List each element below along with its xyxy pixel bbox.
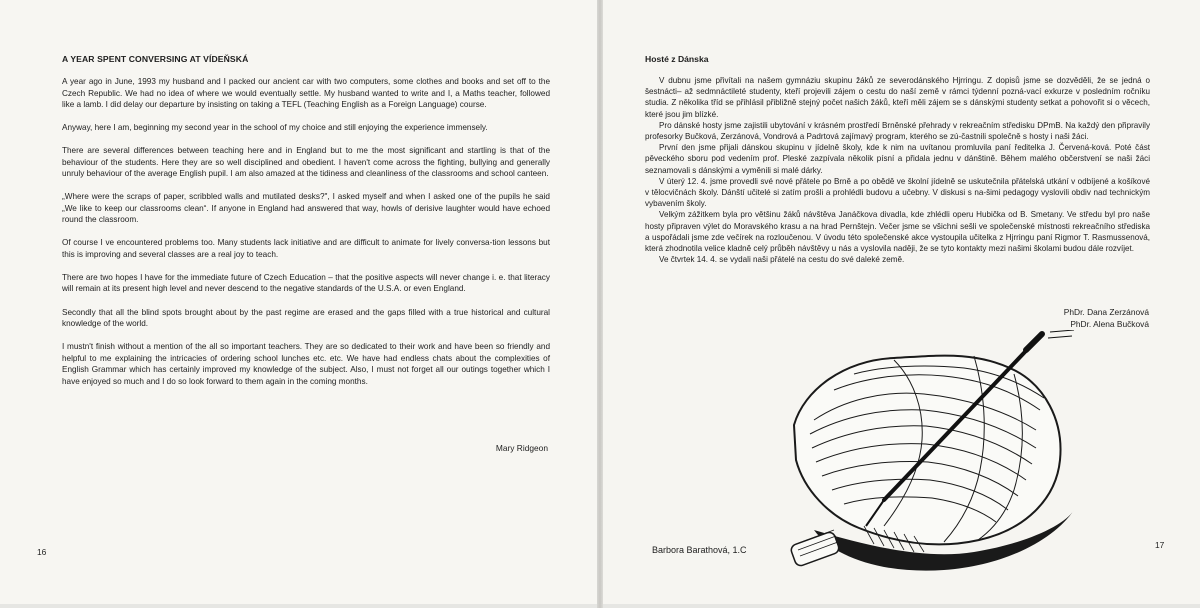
author-signatures xyxy=(999,307,1149,330)
paragraph: Ve čtvrtek 14. 4. se vydali naši přátelé na cestu do své daleké země. xyxy=(659,255,905,265)
paragraph: V dubnu jsme přivítali na našem gymnáziu skupinu žáků ze severodánského Hjrringu. Z dopisů jsme se dozvěděli, že se jedná o šestnácti– až sedmnáctileté studenty, kteří projevili zájem o cestu do naší země v rámci týdenní pozná-vací exkurze v posledním ročníku studia. Z několika tříd se přihlásil přibližně stejný počet našich žáků, kteří měli zájem se s dánskými studenty setkat a pohovořit si o věcech, které jsou jim blízké. xyxy=(645,76,1150,119)
article-title: A YEAR SPENT CONVERSING AT VÍDEŇSKÁ xyxy=(62,54,249,64)
illustration-caption: Barbora Barathová, 1.C xyxy=(652,545,747,555)
author-signature: Mary Ridgeon xyxy=(495,443,548,453)
paragraph: V úterý 12. 4. jsme provedli své nové přátele po Brně a po obědě ve školní jídelně se uskutečnila přátelská utkání v odbíjené a košíkové v tělocvičnách školy. Dánští učitelé si zatím prošli a prohlédli budovu a učebny. V diskusi s na-šimi pedagogy vyslovili obdiv nad technickým vybavením školy. xyxy=(645,176,1150,209)
page-number: 16 xyxy=(37,547,47,557)
spool-icon xyxy=(790,530,841,567)
left-page xyxy=(0,0,597,604)
article-title: Hosté z Dánska xyxy=(645,54,709,64)
paragraph: I mustn't finish without a mention of the all so important teachers. They are so dedicated to their work and have been so friendly and helpful to me explaining the intricacies of ordering school lunches etc. etc. We have had endless chats about the complexities of English Grammar which has certainly improved my knowledge of the subject. Also, I must not forget all our outings together which I have enjoyed so much and I do so look forward to them again in the coming months. xyxy=(62,342,550,386)
paragraph: Of course I ve encountered problems too. Many students lack initiative and are difficult to animate for lively conversa-tion lessons but this is improving and several classes are a real joy to teach. xyxy=(62,238,550,259)
page-number: 17 xyxy=(1155,540,1165,550)
paragraph: Velkým zážitkem byla pro většinu žáků návštěva Janáčkova divadla, kde zhlédli operu Hubička od B. Smetany. Ve středu byl pro naše hosty připraven výlet do Moravského krasu a na hrad Pernštejn. Večer jsme se všichni sešli ve společenské místnosti rekreačního střediska a uspořádali jsme zde večírek na rozloučenou. V úvodu této společenské akce vystoupila učitelka z Hjrringu paní Rigmor T. Rasmussenová, která zhodnotila velice kladně celý průběh návštěvy u nás a vyslovila naději, že se tyto kontakty mezi našimi školami budou dále rozvíjet. xyxy=(645,210,1150,254)
paragraph: A year ago in June, 1993 my husband and I packed our ancient car with two computers, some clothes and books and set off to the Czech Republic. We had no idea of where we would eventually settle. My husband wanted to write and I, a Maths teacher, followed like a lamb. I did delay our departure by insisting on taking a TEFL (Teaching English as a Foreign Language) course. xyxy=(62,77,550,109)
paragraph: Anyway, here I am, beginning my second year in the school of my choice and still enjoying the experience immensely. xyxy=(62,123,488,133)
paragraph: „Where were the scraps of paper, scribbled walls and mutilated desks?", I asked myself and when I asked one of the pupils he said „We like to keep our classrooms clean“. If anyone in England had answered that way, howls of derisive laughter would have echoed round the classroom. xyxy=(62,192,550,225)
ink-drawing-illustration xyxy=(774,330,1080,578)
paragraph: Pro dánské hosty jsme zajistili ubytování v krásném prostředí Brněnské přehrady v rekreačním středisku DPmB. Na každý den připravily profesorky Bučková, Zerzánová, Vondrová a Padrtová zajímavý program, kterého se zú-častnili společně s hosty i naši žáci. xyxy=(645,120,1150,142)
right-page xyxy=(603,0,1200,604)
author-signature: PhDr. Dana Zerzánová xyxy=(1063,307,1149,317)
article-czech xyxy=(645,54,1150,265)
paragraph: První den jsme přijali dánskou skupinu v jídelně školy, kde k nim na uvítanou promluvila paní ředitelka J. Červená-ková. Poté část pěveckého sboru pod vedením prof. Pleské zazpívala několik písní a přidala jednu v dánštině. Během malého občerstvení se naši žáci seznamovali s dánskými a vyměnili si malé dárky. xyxy=(645,143,1150,175)
paragraph: Secondly that all the blind spots brought about by the past regime are erased and the gaps filled with a true historical and cultural knowledge of the world. xyxy=(62,307,550,329)
article-english xyxy=(62,54,550,399)
author-signature: PhDr. Alena Bučková xyxy=(1070,318,1149,329)
paragraph: There are two hopes I have for the immediate future of Czech Education – that the positive aspects will never change i. e. that literacy will remain at its present high level and never descend to the negative standards of the U.S.A. or even England. xyxy=(62,272,550,294)
paragraph: There are several differences between teaching here and in England but to me the most significant and startling is that of the behaviour of the students. Here they are so well disciplined and obedient. I haven't come across the fighting, bullying and generally unruly behaviour of the average English pupil. I am also amazed at the tidiness and cleanliness of the classrooms and school canteen. xyxy=(62,146,550,179)
